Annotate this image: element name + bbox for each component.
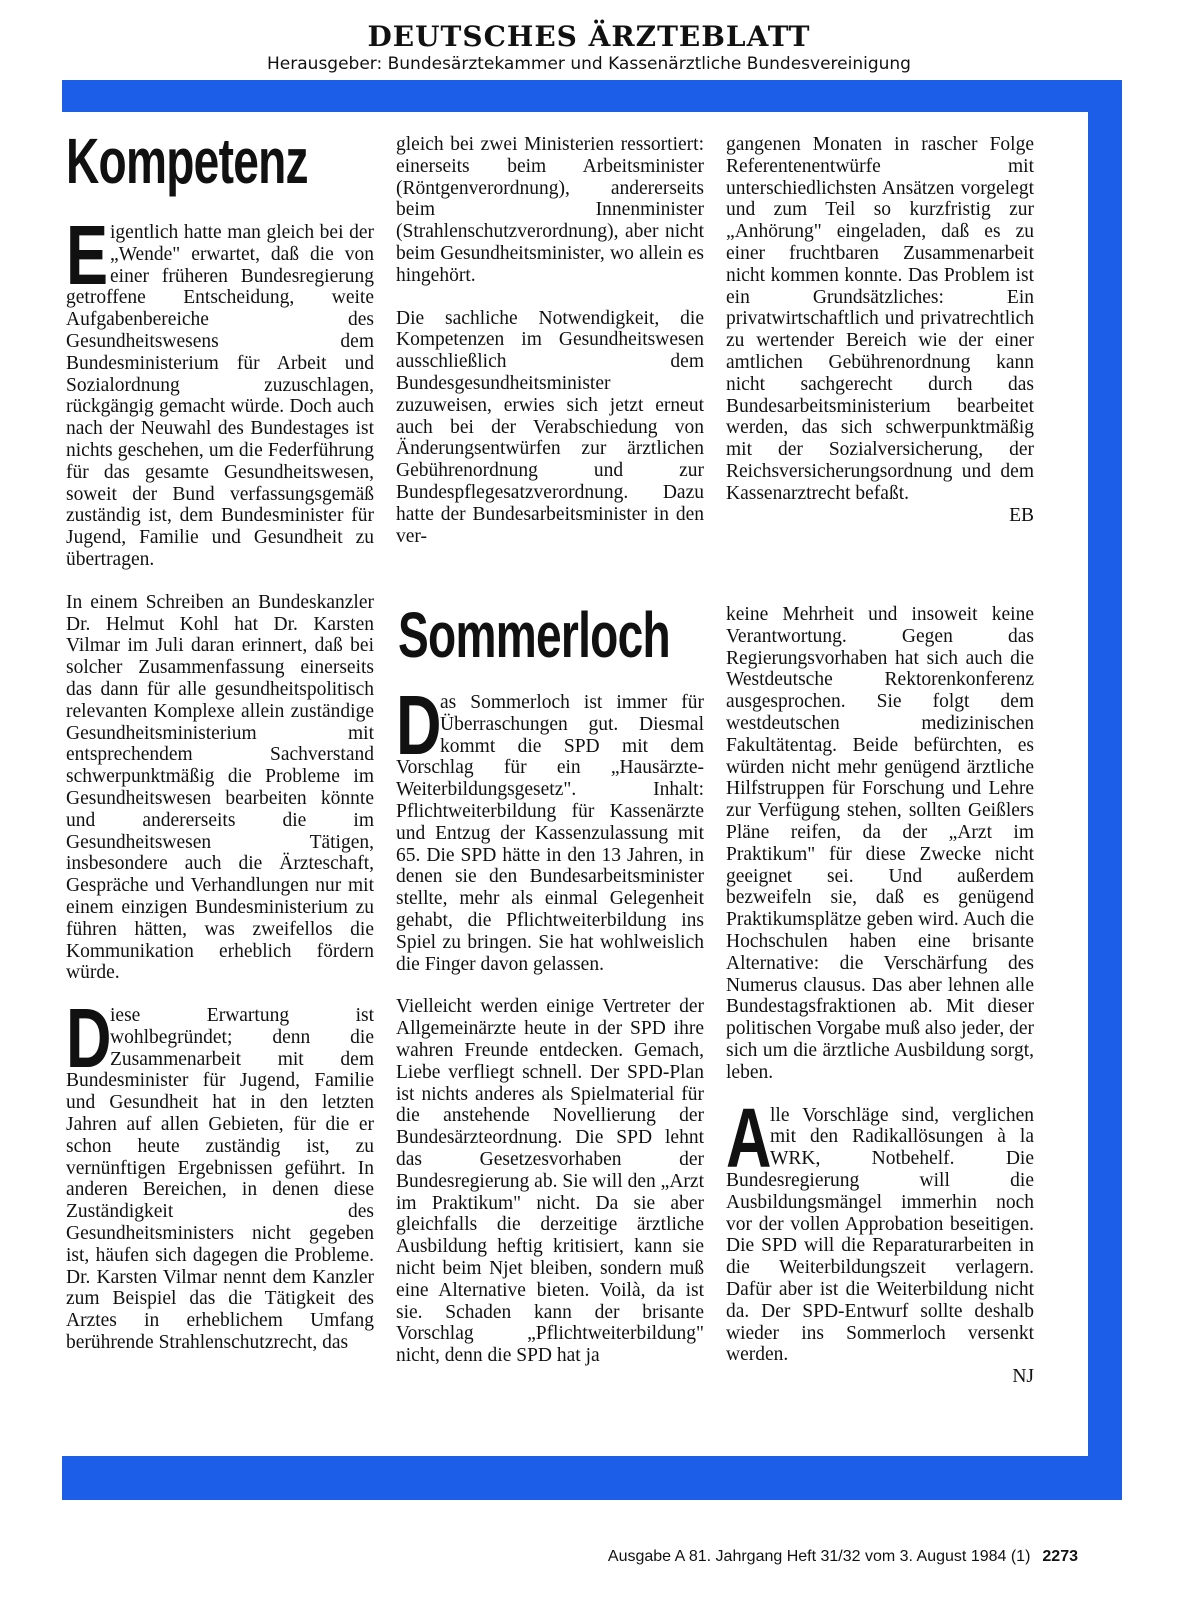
article1-column2 [396, 134, 704, 568]
signature-nj: NJ [1012, 1366, 1034, 1388]
headline-sommerloch: Sommerloch [398, 599, 670, 671]
article2-column2 [396, 678, 704, 1388]
paragraph-text: igentlich hatte man gleich bei der „Wende" erwartet, daß die von einer früheren Bundesregierung getroffene Entscheidung, weite Aufgabenbereiche des Gesundheitswesens dem Bundesministerium für Arbeit und Sozialordnung zuzuschlagen, rückgängig gemacht würde. Doch auch nach der Neuwahl des Bundestages ist nichts geschehen, um die Federführung für das gesamte Gesundheitswesen, soweit der Bund verfassungsgemäß zuständig ist, dem Bundesminister für Jugend, Familie und Gesundheit zu übertragen. [66, 222, 374, 570]
dropcap: D [66, 991, 112, 1086]
article2-paragraph-4 [726, 1090, 1034, 1367]
signature-eb: EB [1009, 504, 1034, 526]
article2-column3 [726, 604, 1034, 1388]
paragraph-text: as Sommerloch ist immer für Überraschungen gut. Diesmal kommt die SPD mit dem Vorschlag für ein „Hausärzte-Weiterbildungsgesetz". Inhalt: Pflichtweiterbildung für Kassenärzte und Entzug der Kassenzulassung mit 65. Die SPD hätte in den 13 Jahren, in denen sie den Bundesarbeitsminister stellte, mehr als einmal Gelegenheit gehabt, die Pflichtweiterbildung ins Spiel zu bringen. Sie hat wohlweislich die Finger davon gelassen. [396, 692, 704, 975]
paragraph-text: lle Vorschläge sind, verglichen mit den Radikallösungen à la WRK, Notbehelf. Die Bundesregierung will die Ausbildungsmängel immerhin noch vor der vollen Approbation beseitigen. Die SPD will die Reparaturarbeiten in die Weiterbildungszeit verlagern. Dafür aber ist die Weiterbildung nicht da. Der SPD-Entwurf sollte deshalb wieder ins Sommerloch versenkt werden. [726, 1104, 1034, 1366]
masthead-title: DEUTSCHES ÄRZTEBLATT [367, 20, 811, 53]
article2-paragraph-2: Vielleicht werden einige Vertreter der Allgemeinärzte heute in der SPD ihre wahren Freunde entdecken. Gemach, Liebe verfliegt schnell. Der SPD-Plan ist nichts anderes als Spielmaterial für die anstehende Novellierung der Bundesärzteordnung. Die SPD lehnt das Gesetzesvorhaben der Bundesregierung ab. Sie will den „Arzt im Praktikum" nicht. Da sie aber gleichfalls die derzeitige ärztliche Ausbildung heftig kritisiert, kann sie nicht beim Njet bleiben, sondern muß eine Alternative bieten. Voilà, da ist sie. Schaden kann der brisante Vorschlag „Pflichtweiterbildung" nicht, denn die SPD hat ja [396, 996, 704, 1367]
article1-paragraph-3 [66, 991, 374, 1354]
article1-paragraph-6: gangenen Monaten in rascher Folge Referentenentwürfe mit unterschiedlichsten Ansätzen vorgelegt und zum Teil so kurzfristig zur „Anhörung" eingeladen, daß es zu einer fruchtbaren Zusammenarbeit nicht kommen konnte. Das Problem ist ein Grundsätzliches: Ein privatwirtschaftlich und privatrechtlich zu wertender Bereich wie der einer amtlichen Gebührenordnung kann nicht sachgerecht durch das Bundesarbeitsministerium bearbeitet werden, das sich schwerpunktmäßig mit der Sozialversicherung, der Reichsversicherungsordnung und dem Kassenarztrecht befaßt. [726, 134, 1034, 504]
issue-info: Ausgabe A 81. Jahrgang Heft 31/32 vom 3. August 1984 (1) [607, 1548, 1031, 1565]
article1-paragraph-4: gleich bei zwei Ministerien ressortiert: einerseits beim Arbeitsminister (Röntgenverordnung), andererseits beim Innenminister (Strahlenschutzverordnung), aber nicht beim Gesundheitsminister, wo allein es hingehört. [396, 134, 704, 286]
headline-kompetenz: Kompetenz [66, 125, 308, 197]
paragraph-text: iese Erwartung ist wohlbegründet; denn die Zusammenarbeit mit dem Bundesminister für Jugend, Familie und Gesundheit hat in den letzten Jahren auf allen Gebieten, für die er schon heute zuständig ist, zu vernünftigen Ergebnissen geführt. In anderen Bereichen, in denen diese Zuständigkeit des Gesundheitsministers nicht gegeben ist, häufen sich dagegen die Probleme. Dr. Karsten Vilmar nennt dem Kanzler zum Beispiel das die Tätigkeit des Arztes in erheblichem Umfang berührende Strahlenschutzrecht, das [66, 1005, 374, 1354]
article2-paragraph-1 [396, 678, 704, 975]
article1-column3 [726, 134, 1034, 526]
article1-paragraph-2: In einem Schreiben an Bundeskanzler Dr. Helmut Kohl hat Dr. Karsten Vilmar im Juli daran erinnert, daß bei solcher Zusammenfassung einerseits das dann für alle gesundheitspolitisch relevanten Komplexe allein zuständige Gesundheitsministerium mit entsprechendem Sachverstand schwerpunktmäßig die Probleme im Gesundheitswesen bearbeiten könnte und andererseits die im Gesundheitswesen Tätigen, insbesondere auch die Ärzteschaft, Gespräche und Verhandlungen nur mit einem einzigen Bundesministerium zu führen hätten, was zweifellos die Kommunikation erheblich fördern würde. [66, 591, 374, 984]
dropcap: E [66, 208, 109, 302]
dropcap: D [396, 678, 442, 772]
dropcap: A [726, 1090, 772, 1185]
page-number: 2273 [1042, 1548, 1078, 1565]
masthead-subtitle: Herausgeber: Bundesärztekammer und Kassenärztliche Bundesvereinigung [267, 54, 911, 74]
article1-column1 [66, 208, 374, 1375]
article2-paragraph-3: keine Mehrheit und insoweit keine Verantwortung. Gegen das Regierungsvorhaben hat sich auch die Westdeutsche Rektorenkonferenz ausgesprochen. Sie folgt dem westdeutschen medizinischen Fakultätentag. Beide befürchten, es würden nicht mehr genügend ärztliche Hilfstruppen für Forschung und Lehre zur Verfügung stehen, sollten Geißlers Pläne reifen, da der „Arzt im Praktikum" für diese Zwecke nicht geeignet sei. Und außerdem bezweifeln sie, daß es genügend Praktikumsplätze geben wird. Auch die Hochschulen haben eine brisante Alternative: die Verschärfung des Numerus clausus. Das aber lehnen alle Bundestagsfraktionen ab. Mit dieser politischen Vorgabe muß also jeder, der sich um die ärztliche Ausbildung sorgt, leben. [726, 604, 1034, 1083]
article1-paragraph-5: Die sachliche Notwendigkeit, die Kompetenzen im Gesundheitswesen ausschließlich dem Bundesgesundheitsminister zuzuweisen, erwies sich jetzt erneut auch bei der Verabschiedung von Änderungsentwürfen zur ärztlichen Gebührenordnung und zur Bundespflegesatzverordnung. Dazu hatte der Bundesarbeitsminister in den ver- [396, 307, 704, 547]
article1-paragraph-1 [66, 208, 374, 571]
page-footer [608, 1548, 1078, 1566]
